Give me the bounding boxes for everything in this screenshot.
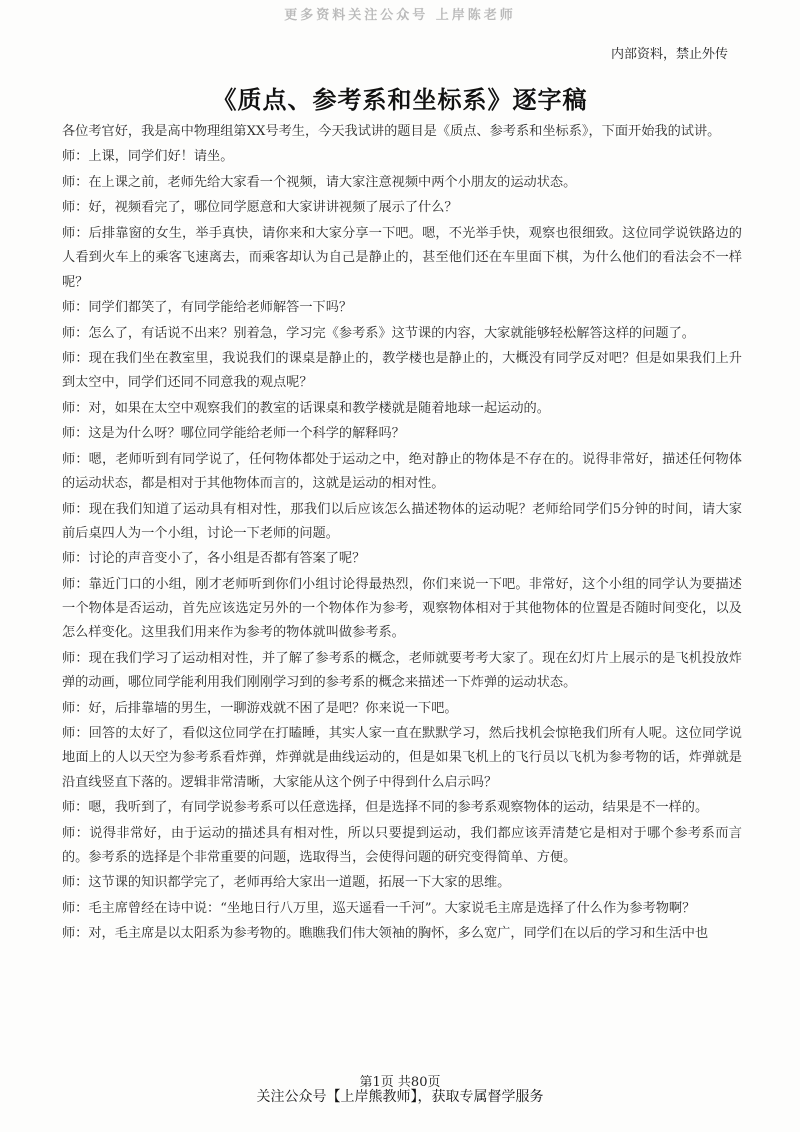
- paragraph: 各位考官好，我是高中物理组第XX号考生，今天我试讲的题目是《质点、参考系和坐标系》，下面开始我的试讲。: [62, 124, 721, 139]
- paragraph: 师：怎么了，有话说不出来？别着急，学习完《参考系》这节课的内容，大家就能够轻松解答这样的问题了。: [62, 325, 695, 341]
- top-banner: 更多资料关注公众号 上岸陈老师: [284, 8, 516, 23]
- paragraph: 师：回答的太好了，看似这位同学在打瞌睡，其实人家一直在默默学习，然后找机会惊艳我们所有人呢。这位同学说地面上的人以天空为参考系看炸弹，炸弹就是曲线运动的，但是如果飞机上的飞行员以飞机为参考物的话，炸弹就是沿直线竖直下落的。逻辑非常清晰，大家能从这个例子中得到什么启示吗？: [62, 726, 742, 790]
- paragraph: 师：同学们都笑了，有同学能给老师解答一下吗？: [62, 300, 353, 316]
- page-indicator: 第1页 共80页: [359, 1075, 441, 1090]
- paragraph: 师：靠近门口的小组，刚才老师听到你们小组讨论得最热烈，你们来说一下吧。非常好，这个小组的同学认为要描述一个物体是否运动，首先应该选定另外的一个物体作为参考，观察物体相对于其他物体的位置是否随时间变化，以及怎么样变化。这里我们用来作为参考的物体就叫做参考系。: [62, 576, 742, 641]
- paragraph: 师：嗯，老师听到有同学说了，任何物体都处于运动之中，绝对静止的物体是不存在的。说得非常好，描述任何物体的运动状态，都是相对于其他物体而言的，这就是运动的相对性。: [62, 451, 742, 492]
- paragraph: 师：好，后排靠墙的男生，一聊游戏就不困了是吧？你来说一下吧。: [62, 700, 458, 716]
- confidential-notice: 内部资料，禁止外传: [610, 47, 728, 62]
- document-title: 《质点、参考系和坐标系》逐字稿: [212, 85, 588, 114]
- paragraph: 师：对，毛主席是以太阳系为参考物的。瞧瞧我们伟大领袖的胸怀，多么宽广，同学们在以后的学习和生活中也: [62, 926, 709, 942]
- paragraph: 师：讨论的声音变小了，各小组是否都有答案了呢？: [62, 551, 366, 567]
- paragraph: 师：毛主席曾经在诗中说：“坐地日行八万里，巡天遥看一千河”。大家说毛主席是选择了什么作为参考物啊？: [62, 900, 696, 916]
- paragraph: 师：好，视频看完了，哪位同学愿意和大家讲讲视频了展示了什么？: [62, 200, 458, 216]
- transcript-body: [62, 120, 742, 948]
- footer-promo: 关注公众号【上岸熊教师】，获取专属督学服务: [256, 1089, 544, 1105]
- paragraph: 师：后排靠窗的女生，举手真快，请你来和大家分享一下吧。嗯，不光举手快，观察也很细致。这位同学说铁路边的人看到火车上的乘客飞速离去，而乘客却认为自己是静止的，甚至他们还在车里面下棋，为什么他们的看法会不一样呢？: [62, 225, 742, 290]
- paragraph: 师：现在我们知道了运动具有相对性，那我们以后应该怎么描述物体的运动呢？老师给同学们5分钟的时间，请大家前后桌四人为一个小组，讨论一下老师的问题。: [62, 501, 742, 541]
- paragraph: 师：现在我们坐在教室里，我说我们的课桌是静止的，教学楼也是静止的，大概没有同学反对吧？但是如果我们上升到太空中，同学们还同不同意我的观点呢？: [62, 350, 742, 391]
- paragraph: 师：嗯，我听到了，有同学说参考系可以任意选择，但是选择不同的参考系观察物体的运动，结果是不一样的。: [62, 800, 709, 816]
- paragraph: 师：上课，同学们好！请坐。: [62, 149, 234, 165]
- paragraph: 师：现在我们学习了运动相对性，并了解了参考系的概念，老师就要考考大家了。现在幻灯片上展示的是飞机投放炸弹的动画，哪位同学能利用我们刚刚学习到的参考系的概念来描述一下炸弹的运动状态。: [62, 650, 742, 691]
- paragraph: 师：对，如果在太空中观察我们的教室的话课桌和教学楼就是随着地球一起运动的。: [62, 400, 550, 416]
- paragraph: 师：这节课的知识都学完了，老师再给大家出一道题，拓展一下大家的思维。: [62, 875, 511, 891]
- paragraph: 师：说得非常好，由于运动的描述具有相对性，所以只要提到运动，我们都应该弄清楚它是相对于哪个参考系而言的。参考系的选择是个非常重要的问题，选取得当，会使得问题的研究变得简单、方便。: [62, 825, 742, 865]
- paragraph: 师：在上课之前，老师先给大家看一个视频，请大家注意视频中两个小朋友的运动状态。: [62, 174, 577, 190]
- paragraph: 师：这是为什么呀？哪位同学能给老师一个科学的解释吗？: [62, 426, 405, 442]
